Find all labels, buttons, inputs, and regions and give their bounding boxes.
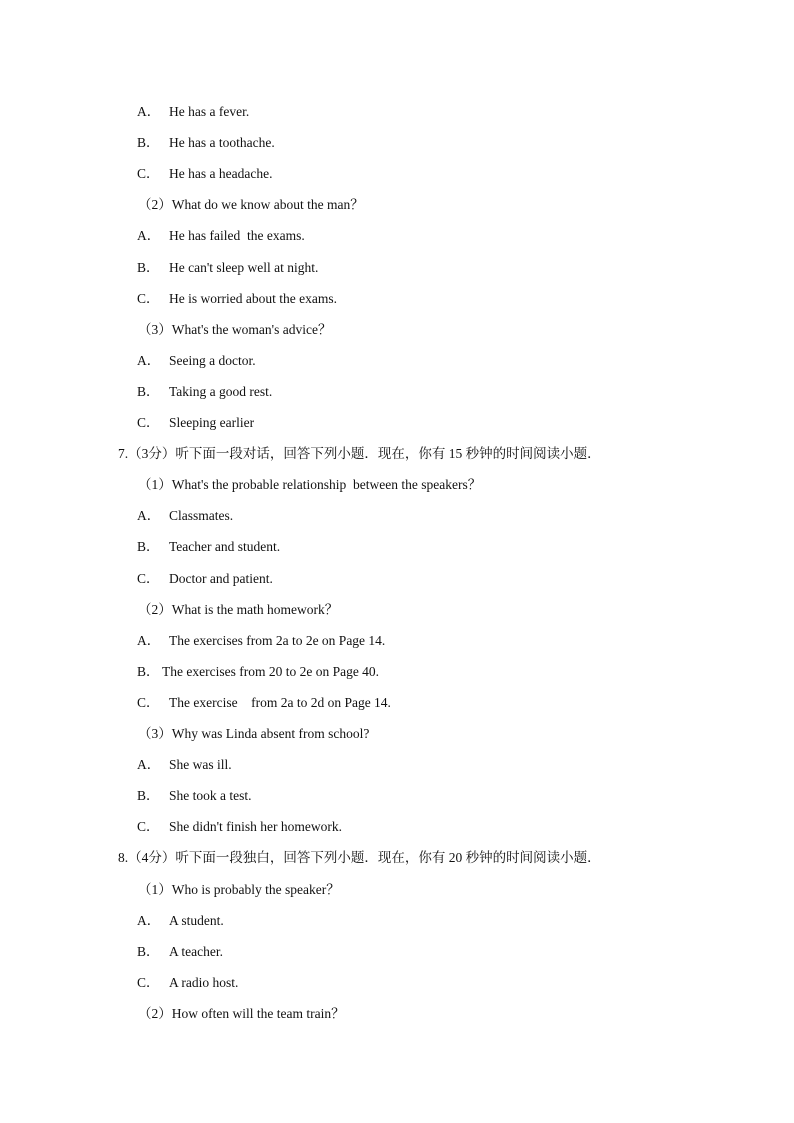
sub-question: （1）What's the probable relationship between the speakers？: [138, 477, 482, 492]
option-text: A radio host.: [169, 975, 239, 990]
option-letter: A．: [137, 104, 161, 119]
option-letter: B．: [137, 384, 160, 399]
option-text: He is worried about the exams.: [169, 291, 337, 306]
option-letter: C．: [137, 975, 160, 990]
option-text: He has a headache.: [169, 166, 273, 181]
option-letter: C．: [137, 571, 160, 586]
option-letter: A．: [137, 228, 161, 243]
option-text: The exercise from 2a to 2d on Page 14.: [169, 695, 391, 710]
question-heading: 7.（3分）听下面一段对话，回答下列小题．现在，你有 15 秒钟的时间阅读小题．: [118, 446, 601, 461]
option-text: She was ill.: [169, 757, 232, 772]
option-text: He has a fever.: [169, 104, 250, 119]
option-letter: B．: [137, 664, 160, 679]
option-letter: C．: [137, 819, 160, 834]
option-text: A teacher.: [169, 944, 223, 959]
option-letter: C．: [137, 291, 160, 306]
option-text: The exercises from 2a to 2e on Page 14.: [169, 633, 386, 648]
option-letter: A．: [137, 913, 161, 928]
option-text: Doctor and patient.: [169, 571, 273, 586]
option-letter: B．: [137, 135, 160, 150]
option-text: Teacher and student.: [169, 539, 281, 554]
option-text: She took a test.: [169, 788, 252, 803]
option-text: He has failed the exams.: [169, 228, 305, 243]
option-letter: A．: [137, 508, 161, 523]
option-letter: A．: [137, 757, 161, 772]
option-letter: B．: [137, 944, 160, 959]
option-text: He has a toothache.: [169, 135, 275, 150]
option-text: A student.: [169, 913, 224, 928]
option-letter: C．: [137, 695, 160, 710]
option-text: Seeing a doctor.: [169, 353, 256, 368]
option-text: The exercises from 20 to 2e on Page 40.: [162, 664, 380, 679]
option-text: He can't sleep well at night.: [169, 260, 319, 275]
option-text: She didn't finish her homework.: [169, 819, 343, 834]
sub-question: （3）What's the woman's advice？: [138, 322, 332, 337]
option-letter: B．: [137, 788, 160, 803]
option-letter: B．: [137, 260, 160, 275]
option-letter: A．: [137, 353, 161, 368]
option-text: Classmates.: [169, 508, 234, 523]
option-letter: A．: [137, 633, 161, 648]
option-letter: B．: [137, 539, 160, 554]
sub-question: （1）Who is probably the speaker？: [138, 882, 340, 897]
option-text: Taking a good rest.: [169, 384, 273, 399]
sub-question: （2）What do we know about the man？: [138, 197, 364, 212]
option-letter: C．: [137, 166, 160, 181]
question-heading: 8.（4分）听下面一段独白，回答下列小题．现在，你有 20 秒钟的时间阅读小题．: [118, 850, 601, 865]
option-letter: C．: [137, 415, 160, 430]
sub-question: （2）What is the math homework？: [138, 602, 339, 617]
sub-question: （3）Why was Linda absent from school?: [138, 726, 370, 741]
option-text: Sleeping earlier: [169, 415, 255, 430]
sub-question: （2）How often will the team train？: [138, 1006, 345, 1021]
